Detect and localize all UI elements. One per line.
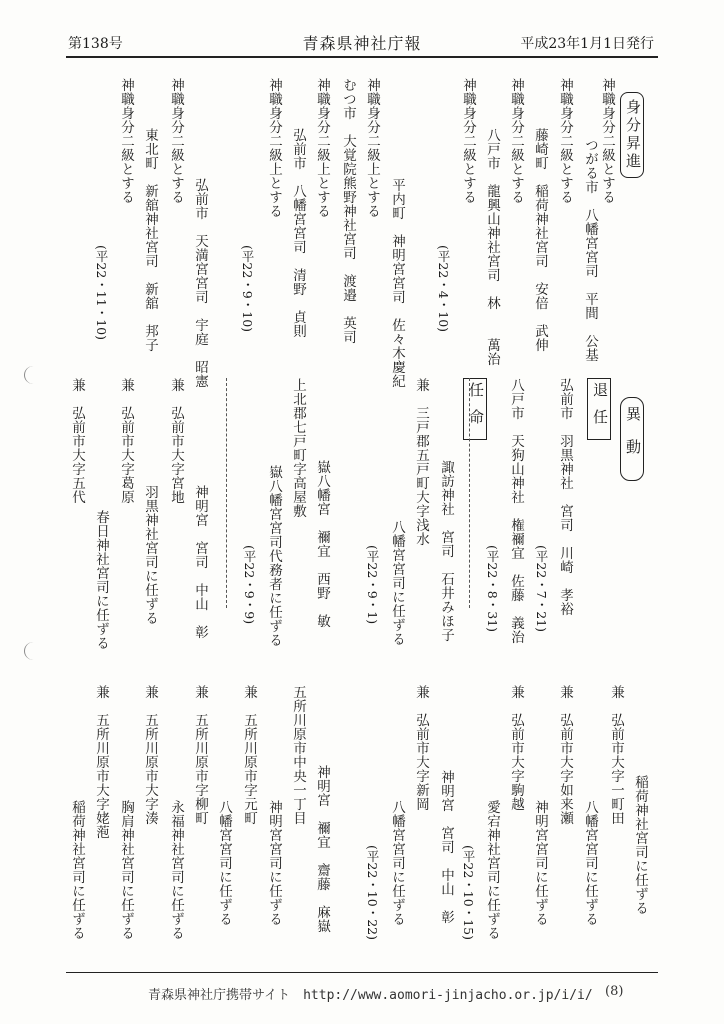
change-entry-line: 嶽八幡宮宮司代務者に任ずる bbox=[266, 465, 282, 647]
entry-date: (平22・9・9) bbox=[242, 545, 257, 625]
change-entry-line: 胸肩神社宮司に任ずる bbox=[118, 800, 134, 940]
promotion-entry-line: 神職身分二級とする bbox=[168, 78, 184, 204]
entry-date: (平22・9・10) bbox=[240, 245, 255, 333]
promotion-entry-line: 神職身分二級上とする bbox=[314, 78, 330, 218]
change-entry-line: 稲荷神社宮司に任ずる bbox=[632, 775, 648, 915]
change-entry-line: 兼 弘前市大字宮地 bbox=[168, 378, 184, 504]
label-retire: 退任 bbox=[587, 378, 611, 440]
change-entry-line: 兼 弘前市大字葛原 bbox=[118, 378, 134, 504]
promotion-entry-line: 神職身分二級とする bbox=[599, 78, 615, 204]
change-entry-line: 八幡宮宮司に任ずる bbox=[389, 800, 405, 926]
promotion-entry-line: 神職身分二級とする bbox=[508, 78, 524, 204]
change-entry-line: 嶽八幡宮 禰宜 西野 敏 bbox=[314, 460, 330, 628]
page-number: (8) bbox=[605, 984, 624, 999]
punch-hole-mark bbox=[24, 642, 43, 660]
promotion-entry-line: 神職身分二級上とする bbox=[364, 78, 380, 218]
change-entry-line: 春日神社宮司に任ずる bbox=[93, 510, 109, 650]
change-entry-line: 神明宮 宮司 中山 彰 bbox=[438, 770, 454, 924]
entry-date: (平22・10・22) bbox=[365, 845, 380, 940]
entry-date: (平22・8・31) bbox=[485, 545, 500, 633]
change-entry-line: 八幡宮宮司に任ずる bbox=[216, 800, 232, 926]
change-entry-line: 兼 弘前市大字一町田 bbox=[608, 685, 624, 825]
change-entry-line: 兼 三戸郡五戸町大字浅水 bbox=[413, 378, 429, 546]
change-entry-line: 兼 弘前市大字如来瀬 bbox=[557, 685, 573, 825]
promotion-entry-line: 平内町 神明宮宮司 佐々木慶紀 bbox=[389, 178, 405, 388]
change-entry-line: 八幡宮宮司に任ずる bbox=[389, 520, 405, 646]
change-entry-line: 上北郡七戸町字高屋敷 bbox=[290, 378, 306, 518]
promotion-entry-line: 神職身分二級とする bbox=[460, 78, 476, 204]
change-entry-line: 兼 弘前市大字駒越 bbox=[508, 685, 524, 811]
change-entry-line: 愛宕神社宮司に任ずる bbox=[484, 800, 500, 940]
change-entry-line: 羽黒神社宮司に任ずる bbox=[142, 485, 158, 625]
dotted-divider bbox=[226, 378, 227, 608]
promotion-entry-line: 神職身分二級上とする bbox=[266, 78, 282, 218]
change-entry-line: 八幡宮宮司に任ずる bbox=[582, 800, 598, 926]
issue-date: 平成23年1月1日発行 bbox=[520, 36, 654, 52]
entry-date: (平22・4・10) bbox=[436, 245, 451, 333]
promotion-entry-line: 弘前市 天満宮宮司 宇庭 昭憲 bbox=[192, 178, 208, 388]
section-label-change: 異動 bbox=[620, 397, 644, 481]
entry-date: (平22・11・10) bbox=[94, 245, 109, 340]
change-entry-line: 兼 五所川原市字柳町 bbox=[192, 685, 208, 825]
dotted-divider bbox=[469, 378, 470, 608]
entry-date: (平22・10・15) bbox=[461, 845, 476, 940]
change-entry-line: 永福神社宮司に任ずる bbox=[168, 800, 184, 940]
label-appoint: 任命 bbox=[463, 378, 487, 440]
mobile-site-link[interactable]: 青森県神社庁携帯サイト http://www.aomori-jinjacho.or.jp/i/i/ bbox=[148, 988, 593, 1003]
change-entry-line: 八戸市 天狗山神社 権禰宜 佐藤 義治 bbox=[508, 378, 524, 644]
promotion-entry-line: 神職身分二級とする bbox=[557, 78, 573, 204]
change-entry-line: 諏訪神社 宮司 石井みほ子 bbox=[438, 460, 454, 642]
header-rule bbox=[66, 56, 658, 58]
issue-number: 第138号 bbox=[68, 36, 123, 52]
promotion-entry-line: 藤崎町 稲荷神社宮司 安倍 武伸 bbox=[532, 128, 548, 352]
change-entry-line: 神明宮 禰宜 齋藤 麻嶽 bbox=[314, 765, 330, 933]
promotion-entry-line: つがる市 八幡宮宮司 平間 公基 bbox=[582, 138, 598, 362]
promotion-entry-line: 弘前市 八幡宮宮司 清野 貞則 bbox=[290, 128, 306, 338]
change-entry-line: 兼 五所川原市大字姥萢 bbox=[93, 685, 109, 839]
section-label-promotion: 身分昇進 bbox=[620, 92, 644, 178]
change-entry-line: 神明宮宮司に任ずる bbox=[532, 800, 548, 926]
change-entry-line: 五所川原市中央一丁目 bbox=[290, 685, 306, 825]
promotion-entry-line: むつ市 大覚院熊野神社宮司 渡邉 英司 bbox=[340, 78, 356, 344]
change-entry-line: 兼 弘前市大字五代 bbox=[69, 378, 85, 504]
promotion-entry-line: 神職身分二級とする bbox=[118, 78, 134, 204]
entry-date: (平22・7・21) bbox=[534, 545, 549, 633]
change-entry-line: 神明宮 宮司 中山 彰 bbox=[192, 485, 208, 639]
footer-rule bbox=[66, 972, 658, 973]
entry-date: (平22・9・1) bbox=[365, 545, 380, 625]
change-entry-line: 兼 弘前市大字新岡 bbox=[413, 685, 429, 811]
promotion-entry-line: 東北町 新舘神社宮司 新舘 邦子 bbox=[142, 128, 158, 352]
change-entry-line: 兼 五所川原市字元町 bbox=[241, 685, 257, 825]
change-entry-line: 弘前市 羽黒神社 宮司 川崎 孝裕 bbox=[557, 378, 573, 616]
change-entry-line: 稲荷神社宮司に任ずる bbox=[69, 800, 85, 940]
publication-title: 青森県神社庁報 bbox=[302, 34, 422, 53]
change-entry-line: 神明宮宮司に任ずる bbox=[266, 800, 282, 926]
change-entry-line: 兼 五所川原市大字湊 bbox=[142, 685, 158, 825]
punch-hole-mark bbox=[24, 366, 43, 384]
promotion-entry-line: 八戸市 龍興山神社宮司 林 萬治 bbox=[484, 128, 500, 366]
